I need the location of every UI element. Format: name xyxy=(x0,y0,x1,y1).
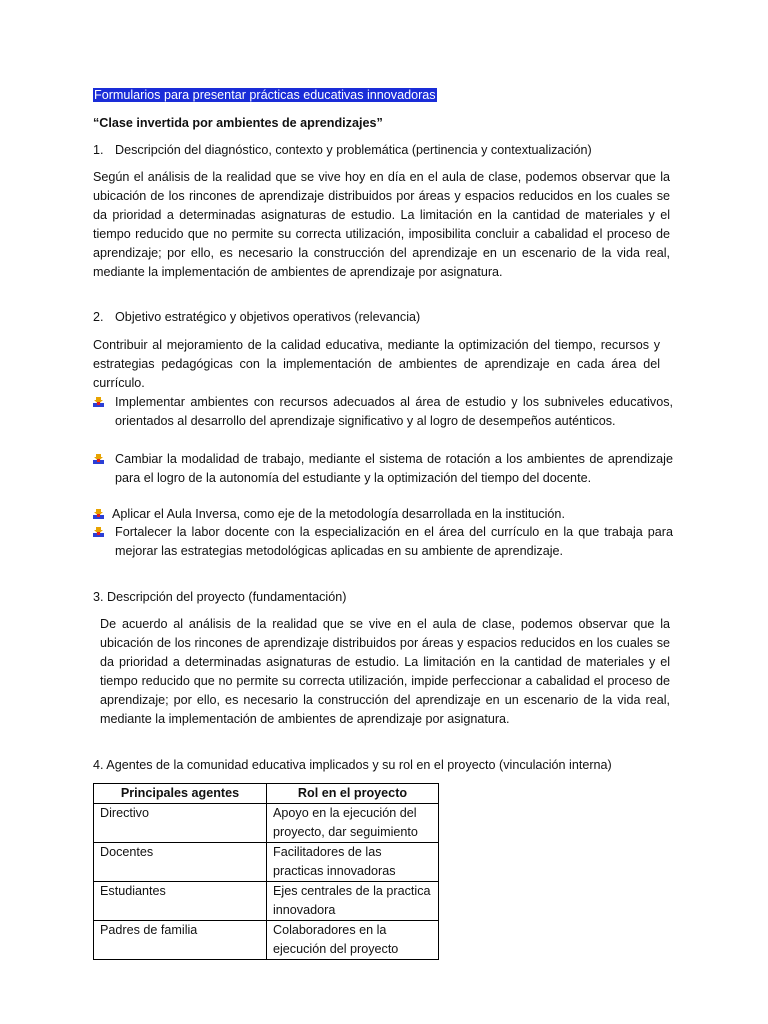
table-row xyxy=(94,882,439,921)
section2-body: Contribuir al mejoramiento de la calidad educativa, mediante la optimización del tiempo, recursos y estrategias pedagógicas con la implementación de ambientes de aprendizaje en cada área del currículo. xyxy=(93,338,660,390)
section1-heading xyxy=(93,141,693,160)
agents-table xyxy=(93,783,439,960)
section2-number: 2. xyxy=(93,310,104,324)
table-row xyxy=(94,921,439,960)
bullet-arrow-icon xyxy=(93,397,104,408)
bullet-text: Implementar ambientes con recursos adecuados al área de estudio y los subniveles educativos, orientados al desarrollo del aprendizaje significativo y al logro de desempeños auténticos. xyxy=(115,395,673,428)
bullet-item xyxy=(93,393,673,431)
bullet-arrow-icon xyxy=(93,527,104,538)
table-header-cell: Principales agentes xyxy=(94,784,267,804)
bullet-arrow-icon xyxy=(93,454,104,465)
table-cell: Docentes xyxy=(94,843,267,882)
table-cell: Facilitadores de las practicas innovadoras xyxy=(267,843,439,882)
highlighted-title: Formularios para presentar prácticas educativas innovadoras xyxy=(94,88,436,102)
table-header-cell: Rol en el proyecto xyxy=(267,784,439,804)
section1-body: Según el análisis de la realidad que se vive hoy en día en el aula de clase, podemos observar que la ubicación de los rincones de aprendizaje distribuidos por áreas y espacios reducidos en los cuales se da prioridad a determinadas asignaturas de estudio. La limitación en la cantidad de materiales y el tiempo reducido que no permite su correcta utilización, imposibilita concluir a cabalidad el proceso de aprendizaje; por ello, es necesario la construcción del aprendizaje en un escenario de la vida real, mediante la implementación de ambientes de aprendizaje por asignatura. xyxy=(93,170,670,279)
bullet-text: Fortalecer la labor docente con la especialización en el área del currículo en la que trabaja para mejorar las estrategias metodológicas aplicadas en su ambiente de aprendizaje. xyxy=(115,525,673,558)
table-cell: Estudiantes xyxy=(94,882,267,921)
bullet-item xyxy=(93,523,673,561)
table-cell: Directivo xyxy=(94,804,267,843)
table-cell: Apoyo en la ejecución del proyecto, dar seguimiento xyxy=(267,804,439,843)
table-cell: Padres de familia xyxy=(94,921,267,960)
section1-heading-text: Descripción del diagnóstico, contexto y problemática (pertinencia y contextualización) xyxy=(115,143,592,157)
table-header-row xyxy=(94,784,439,804)
table-row xyxy=(94,804,439,843)
bullet-item xyxy=(93,505,673,524)
table-cell: Ejes centrales de la practica innovadora xyxy=(267,882,439,921)
section3-body: De acuerdo al análisis de la realidad que se vive en el aula de clase, podemos observar que la ubicación de los rincones de aprendizaje distribuidos por áreas y espacios reducidos en los cuales se da prioridad a determinadas asignaturas de estudio. La limitación en la cantidad de materiales y el tiempo reducido que no permite su correcta utilización, impide perfeccionar a cabalidad el proceso de aprendizaje; por ello, es necesario la construcción del aprendizaje en un escenario de la vida real, mediante la implementación de ambientes de aprendizaje por asignatura. xyxy=(100,617,670,726)
section4-heading: 4. Agentes de la comunidad educativa implicados y su rol en el proyecto (vinculación interna) xyxy=(93,758,612,772)
section3-heading: 3. Descripción del proyecto (fundamentación) xyxy=(93,590,347,604)
section2-heading-text: Objetivo estratégico y objetivos operativos (relevancia) xyxy=(115,310,421,324)
bullet-text: Cambiar la modalidad de trabajo, mediante el sistema de rotación a los ambientes de aprendizaje para el logro de la autonomía del estudiante y la optimización del tiempo del docente. xyxy=(115,452,673,485)
document-title xyxy=(93,86,437,105)
bullet-item xyxy=(93,450,673,488)
section2-heading xyxy=(93,308,420,327)
table-cell: Colaboradores en la ejecución del proyecto xyxy=(267,921,439,960)
section1-number: 1. xyxy=(93,143,104,157)
bullet-arrow-icon xyxy=(93,509,104,520)
bullet-text: Aplicar el Aula Inversa, como eje de la metodología desarrollada en la institución. xyxy=(112,507,565,521)
table-row xyxy=(94,843,439,882)
subtitle: “Clase invertida por ambientes de aprendizajes” xyxy=(93,116,383,130)
